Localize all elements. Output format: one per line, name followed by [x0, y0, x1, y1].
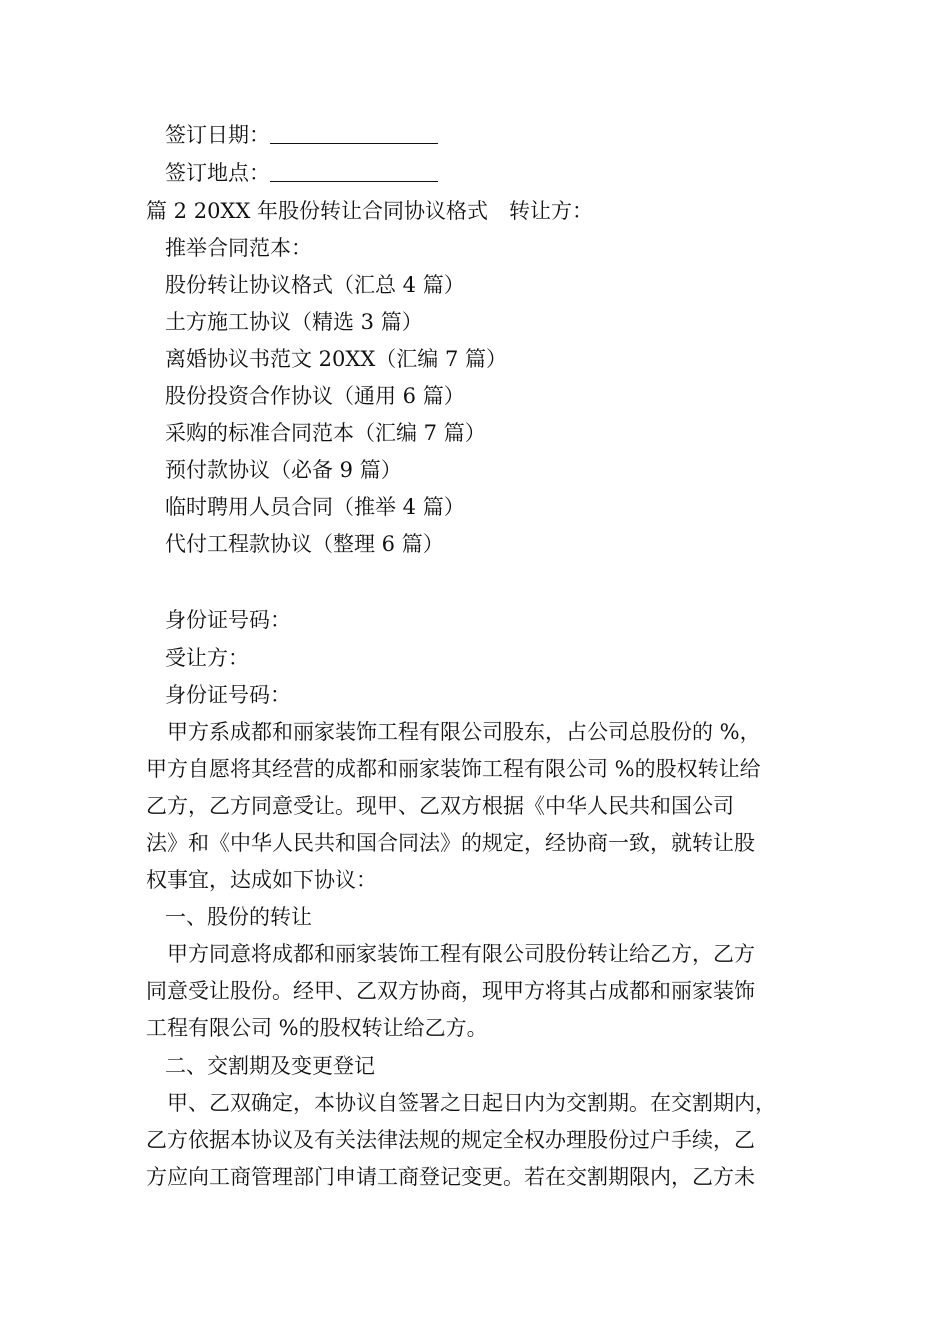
recommend-link-5[interactable]: 采购的标准合同范本（汇编 7 篇） [165, 421, 486, 445]
section-heading: 篇 2 20XX 年股份转让合同协议格式 转让方： [146, 199, 594, 223]
intro-line-1: 甲方系成都和丽家装饰工程有限公司股东，占公司总股份的 %， [167, 720, 761, 744]
recommend-link-8[interactable]: 代付工程款协议（整理 6 篇） [165, 532, 444, 556]
recommend-link-4[interactable]: 股份投资合作协议（通用 6 篇） [165, 384, 465, 408]
section-2-line-1: 甲、乙双确定，本协议自签署之日起日内为交割期。在交割期内， [167, 1091, 776, 1115]
intro-line-5: 权事宜，达成如下协议： [146, 868, 377, 892]
intro-line-4: 法》和《中华人民共和国合同法》的规定，经协商一致，就转让股 [146, 831, 755, 855]
section-1-title: 一、股份的转让 [165, 905, 312, 929]
signing-place-label: 签订地点： [165, 161, 270, 185]
section-1-line-1: 甲方同意将成都和丽家装饰工程有限公司股份转让给乙方，乙方 [167, 942, 755, 966]
section-1-line-2: 同意受让股份。经甲、乙双方协商，现甲方将其占成都和丽家装饰 [146, 979, 755, 1003]
id-number-label-2: 身份证号码： [165, 683, 291, 707]
recommend-link-3[interactable]: 离婚协议书范文 20XX（汇编 7 篇） [165, 347, 508, 371]
recommend-link-2[interactable]: 土方施工协议（精选 3 篇） [165, 310, 423, 334]
section-2-title: 二、交割期及变更登记 [165, 1054, 375, 1078]
section-2-line-3: 方应向工商管理部门申请工商登记变更。若在交割期限内，乙方未 [146, 1165, 755, 1189]
recommend-link-7[interactable]: 临时聘用人员合同（推举 4 篇） [165, 495, 465, 519]
transferee-label: 受让方： [165, 646, 249, 670]
intro-line-3: 乙方，乙方同意受让。现甲、乙双方根据《中华人民共和国公司 [146, 794, 734, 818]
section-2-line-2: 乙方依据本协议及有关法律法规的规定全权办理股份过户手续，乙 [146, 1128, 755, 1152]
intro-line-2: 甲方自愿将其经营的成都和丽家装饰工程有限公司 %的股权转让给 [146, 757, 761, 781]
signing-date-label: 签订日期： [165, 123, 270, 147]
recommend-link-6[interactable]: 预付款协议（必备 9 篇） [165, 458, 402, 482]
section-1-line-3: 工程有限公司 %的股权转让给乙方。 [146, 1016, 488, 1040]
signing-date-blank[interactable] [270, 123, 438, 144]
signing-date-line [165, 120, 438, 150]
id-number-label-1: 身份证号码： [165, 608, 291, 632]
signing-place-line [165, 158, 438, 188]
signing-place-blank[interactable] [270, 161, 438, 182]
recommend-title: 推举合同范本： [165, 236, 312, 260]
recommend-link-1[interactable]: 股份转让协议格式（汇总 4 篇） [165, 273, 465, 297]
